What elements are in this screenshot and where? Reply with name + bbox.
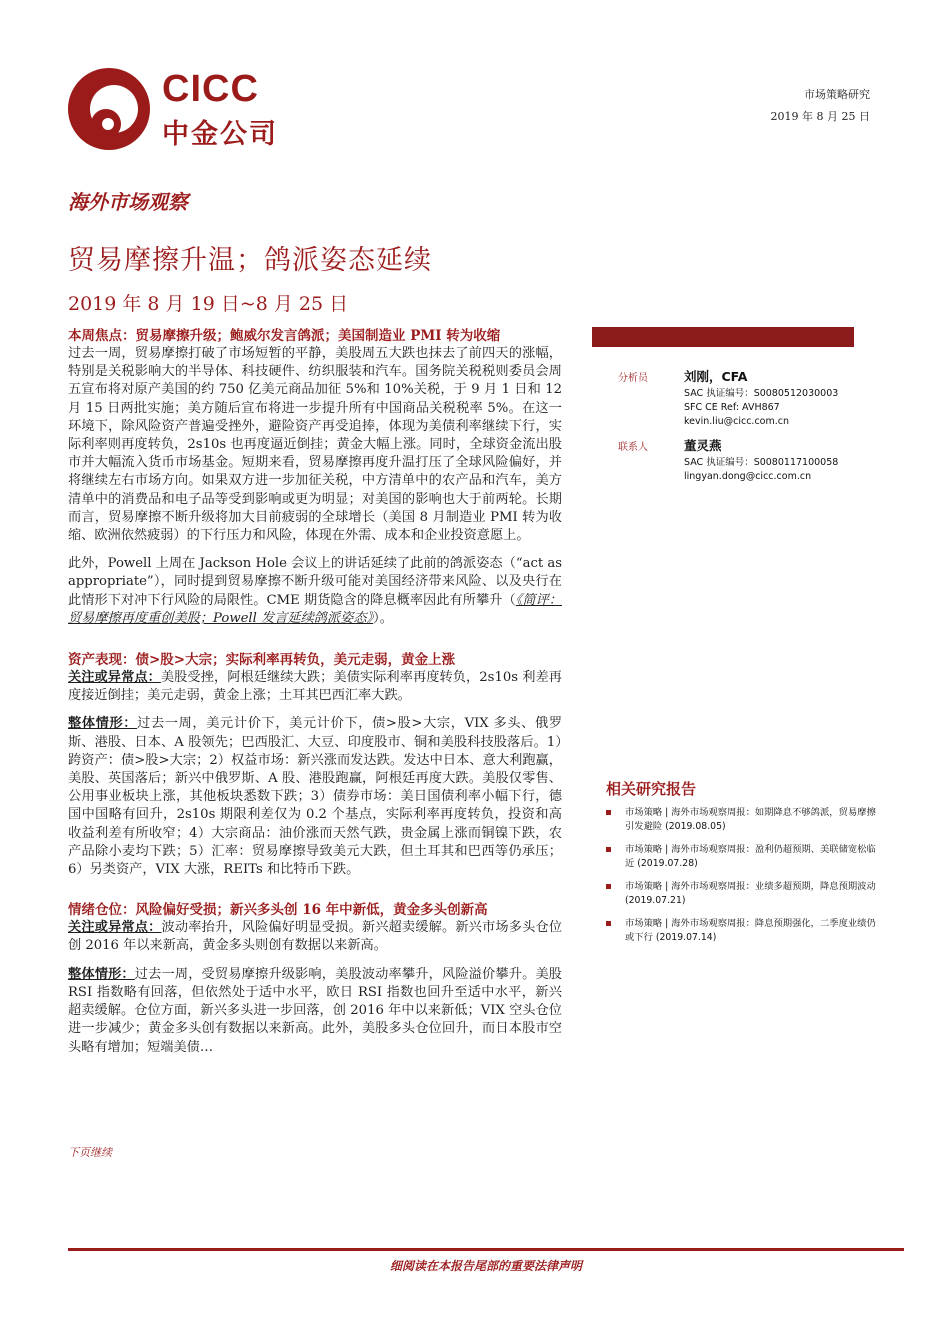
column-title: 海外市场观察 (68, 190, 188, 214)
continued-note: 下页继续 (68, 1146, 112, 1159)
related-item-text: 市场策略 | 海外市场观察周报：降息预期强化，二季度业绩仍或下行 (2019.07.14) (625, 918, 876, 943)
related-item-text: 市场策略 | 海外市场观察周报：如期降息不够鸽派，贸易摩擦引发避险 (2019.08.05) (625, 807, 876, 832)
assets-overall-text: 过去一周，美元计价下，美元计价下，债>股>大宗，VIX 多头、俄罗斯、港股、日本、A 股领先；巴西股汇、大豆、印度股市、铜和美股科技股落后。1）跨资产：债>股>大宗；2）权益市场：新兴涨而发达跌。发达中日本、意大利跑赢，美股、英国落后；新兴中俄罗斯、A 股、港股跑赢，阿根廷再度大跌。美股仅零售、公用事业板块上涨，其他板块悉数下跌；3）债券市场：美日国债利率小幅下行，德国中国略有回升，2s10s 期限利差仅为 0.2 个基点，实际利率再度转负，投资和高收益利差有所收窄；4）大宗商品：油价涨而天然气跌，贵金属上涨而铜镍下跌，农产品除小麦均下跌；5）汇率：贸易摩擦导致美元大跌，但土耳其和巴西等仍承压；6）另类资产，VIX 大涨，REITs 和比特币下跌。 (68, 716, 563, 878)
analyst-role-2: 联系人 (618, 442, 648, 453)
assets-focus-label: 关注或异常点： (68, 670, 161, 686)
analyst-email-2[interactable]: lingyan.dong@cicc.com.cn (684, 471, 812, 482)
sentiment-overall (68, 966, 562, 1057)
legal-notice: 细阅读在本报告尾部的重要法律声明 (389, 1259, 582, 1273)
related-item[interactable] (606, 806, 878, 834)
focus-heading: 本周焦点：贸易摩擦升级；鲍威尔发言鸽派；美国制造业 PMI 转为收缩 (68, 328, 501, 344)
focus-paragraph-2-end: ）。 (373, 610, 393, 626)
page-title: 贸易摩擦升温；鸽派姿态延续 (68, 245, 432, 276)
side-bar (592, 327, 854, 347)
related-item[interactable] (606, 880, 878, 908)
analyst-email-1[interactable]: kevin.liu@cicc.com.cn (684, 416, 789, 427)
footer-divider (68, 1248, 904, 1251)
research-link[interactable]: 《简评：贸易摩擦再度重创美股；Powell 发言延续鸽派姿态》 (68, 592, 562, 626)
bullet-icon (606, 810, 611, 815)
sentiment-overall-text: 过去一周，受贸易摩擦升级影响，美股波动率攀升，风险溢价攀升。美股 RSI 指数略有回落，但依然处于适中水平，欧日 RSI 指数也回升至适中水平，新兴超卖缓解。仓位方面，新兴多头进一步回落，创 2016 年中以来新低；VIX 空头仓位进一步减少；黄金多头创有数据以来新高。此外，美股多头仓位回升，而日本股市空头略有增加；短端美债… (68, 966, 562, 1055)
analyst-info-2 (684, 456, 838, 484)
brand-en: CICC (162, 68, 259, 110)
related-title: 相关研究报告 (606, 780, 697, 798)
sentiment-focus (68, 919, 562, 955)
related-item-text: 市场策略 | 海外市场观察周报：盈利仍超预期、美联储宽松临近 (2019.07.28) (625, 844, 876, 869)
analyst-info-1 (684, 387, 838, 429)
analyst-sac-2: SAC 执证编号：S0080117100058 (684, 457, 839, 468)
related-list (606, 806, 878, 954)
bullet-icon (606, 847, 611, 852)
sentiment-heading: 情绪仓位：风险偏好受损；新兴多头创 16 年中新低，黄金多头创新高 (68, 902, 488, 919)
report-date: 2019 年 8 月 25 日 (770, 110, 870, 123)
analyst-role-1: 分析员 (618, 373, 648, 384)
analyst-sac-1: SAC 执证编号：S0080512030003 (684, 388, 839, 399)
analyst-name-2: 董灵燕 (684, 438, 722, 453)
report-type: 市场策略研究 (804, 88, 870, 101)
focus-paragraph-2 (68, 555, 562, 628)
related-item[interactable] (606, 843, 878, 871)
related-item-text: 市场策略 | 海外市场观察周报：业绩多超预期，降息预期波动 (2019.07.21) (625, 881, 876, 906)
sentiment-focus-text: 波动率抬升，风险偏好明显受损。新兴超卖缓解。新兴市场多头仓位创 2016 年以来新高，黄金多头则创有数据以来新高。 (68, 920, 563, 954)
assets-overall-label: 整体情形： (68, 716, 138, 732)
brand-cn: 中金公司 (162, 119, 278, 150)
assets-heading: 资产表现：债>股>大宗；实际利率再转负，美元走弱，黄金上涨 (68, 652, 456, 669)
sentiment-overall-label: 整体情形： (68, 966, 135, 982)
sentiment-focus-label: 关注或异常点： (68, 920, 162, 936)
bullet-icon (606, 921, 611, 926)
assets-focus (68, 669, 562, 705)
assets-focus-text: 美股受挫，阿根廷继续大跌；美债实际利率再度转负，2s10s 利差再度接近倒挂；美元走弱，黄金上涨；土耳其巴西汇率大跌。 (68, 670, 562, 704)
related-item[interactable] (606, 917, 878, 945)
main-column (68, 327, 562, 1057)
assets-overall (68, 715, 562, 879)
analyst-name-1: 刘刚，CFA (684, 369, 748, 384)
focus-paragraph-1: 过去一周，贸易摩擦打破了市场短暂的平静，美股周五大跌也抹去了前四天的涨幅，特别是关税影响大的半导体、科技硬件、纺织服装和汽车。国务院关税税则委员会周五宣布将对原产美国的约 750 亿美元商品加征 5%和 10%关税，于 9 月 1 日和 12 月 15 日两批实施；美方随后宣布将进一步提升所有中国商品关税税率 5%。在这一环境下，除风险资产普遍受挫外，避险资产再受追捧，体现为美债利率继续下行，实际利率则再度转负，2s10s 也再度逼近倒挂；黄金大幅上涨。同时，全球资金流出股市并大幅流入货币市场基金。短期来看，贸易摩擦再度升温打压了全球风险偏好，并将继续左右市场方向。如果双方进一步加征关税，中方清单中的农产品和汽车，美方清单中的消费品和电子品等受到影响或更为明显；对美国的影响也大于前两轮。长期而言，贸易摩擦不断升级将加大目前疲弱的全球增长（美国 8 月制造业 PMI 转为收缩、欧洲依然疲弱）的下行压力和风险，体现在外需、成本和企业投资意愿上。 (68, 346, 562, 544)
bullet-icon (606, 884, 611, 889)
date-range: 2019 年 8 月 19 日~8 月 25 日 (68, 293, 349, 315)
cicc-logo (66, 66, 296, 152)
cicc-logo-mark-icon (66, 66, 152, 152)
focus-paragraph-2-text: 此外，Powell 上周在 Jackson Hole 会议上的讲话延续了此前的鸽派姿态（“act as appropriate”），同时提到贸易摩擦不断升级可能对美国经济带来风险、以及央行在此情形下对冲下行风险的局限性。CME 期货隐含的降息概率因此有所攀升（ (68, 556, 562, 608)
analyst-sfc-1: SFC CE Ref: AVH867 (684, 402, 780, 413)
